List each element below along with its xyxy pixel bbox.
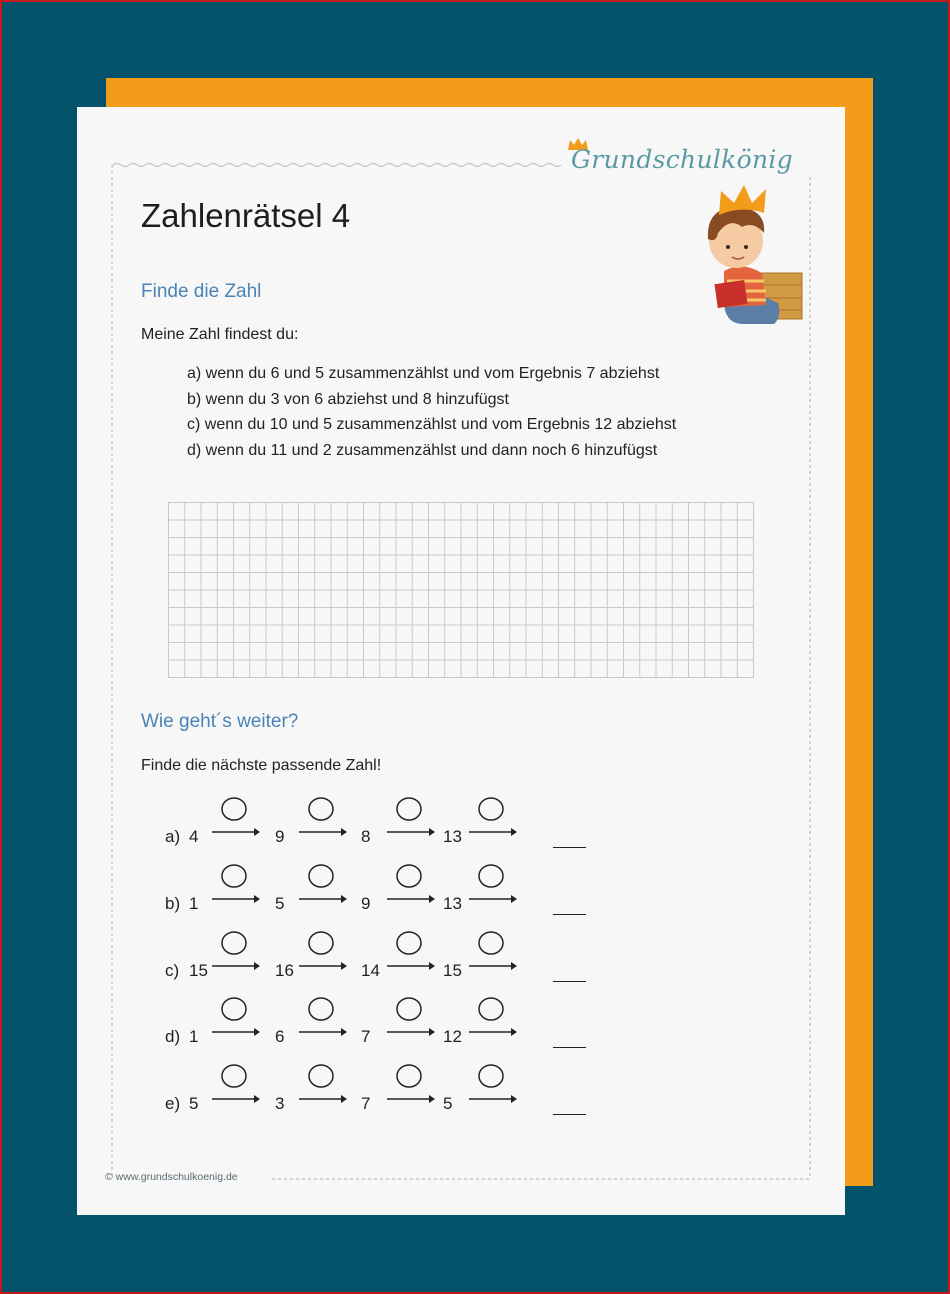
operation-circle-arrow-icon[interactable]: [467, 1064, 519, 1112]
sequence-label: b): [165, 894, 181, 913]
answer-blank[interactable]: [553, 1027, 586, 1048]
boy-reading-illustration: [694, 177, 809, 327]
sequence-number: 5: [275, 894, 285, 913]
answer-blank[interactable]: [553, 961, 586, 982]
answer-blank[interactable]: [553, 894, 586, 915]
sequence-number: 7: [361, 1094, 371, 1113]
sequence-label: e): [165, 1094, 181, 1113]
sequence-number: 6: [275, 1027, 285, 1046]
operation-circle-arrow-icon[interactable]: [210, 1064, 262, 1112]
sequence-number: 13: [443, 894, 462, 913]
answer-blank[interactable]: [553, 1094, 586, 1115]
operation-circle-arrow-icon[interactable]: [297, 1064, 349, 1112]
sequence-number: 5: [189, 1094, 199, 1113]
operation-circle-arrow-icon[interactable]: [297, 864, 349, 912]
sequence-number: 13: [443, 827, 462, 846]
sequence-number: 9: [275, 827, 285, 846]
sequence-row: [77, 1064, 845, 1124]
section-intro-continue: Finde die nächste passende Zahl!: [141, 757, 382, 774]
operation-circle-arrow-icon[interactable]: [210, 931, 262, 979]
operation-circle-arrow-icon[interactable]: [385, 931, 437, 979]
operation-circle-arrow-icon[interactable]: [297, 797, 349, 845]
sequence-number: 7: [361, 1027, 371, 1046]
operation-circle-arrow-icon[interactable]: [467, 864, 519, 912]
operation-circle-arrow-icon[interactable]: [297, 931, 349, 979]
operation-circle-arrow-icon[interactable]: [210, 997, 262, 1045]
sequence-label: d): [165, 1027, 181, 1046]
riddle-item-d: d) wenn du 11 und 2 zusammenzählst und dann noch 6 hinzufügst: [187, 441, 658, 459]
sequence-number: 3: [275, 1094, 285, 1113]
sequence-number: 1: [189, 894, 199, 913]
sequence-number: 5: [443, 1094, 453, 1113]
section-heading-continue: Wie geht´s weiter?: [141, 711, 299, 732]
operation-circle-arrow-icon[interactable]: [467, 931, 519, 979]
operation-circle-arrow-icon[interactable]: [385, 997, 437, 1045]
answer-blank[interactable]: [553, 827, 586, 848]
sequence-number: 9: [361, 894, 371, 913]
sequence-label: a): [165, 827, 181, 846]
footer-copyright: © www.grundschulkoenig.de: [105, 1171, 238, 1183]
sequence-number: 1: [189, 1027, 199, 1046]
operation-circle-arrow-icon[interactable]: [297, 997, 349, 1045]
operation-circle-arrow-icon[interactable]: [467, 797, 519, 845]
sequence-number: 8: [361, 827, 371, 846]
sequence-number: 14: [361, 961, 380, 980]
sequence-number: 16: [275, 961, 294, 980]
riddle-list: [187, 361, 676, 463]
worksheet-page: [77, 107, 845, 1215]
sequence-number: 15: [443, 961, 462, 980]
operation-circle-arrow-icon[interactable]: [467, 997, 519, 1045]
sequence-row: [77, 931, 845, 991]
page-title: Zahlenrätsel 4: [141, 197, 351, 234]
riddle-item-c: c) wenn du 10 und 5 zusammenzählst und vom Ergebnis 12 abziehst: [187, 416, 677, 433]
operation-circle-arrow-icon[interactable]: [385, 797, 437, 845]
operation-circle-arrow-icon[interactable]: [210, 797, 262, 845]
section-intro-find-number: Meine Zahl findest du:: [141, 326, 299, 343]
sequence-row: [77, 864, 845, 924]
sequence-number: 4: [189, 827, 199, 846]
sequence-row: [77, 997, 845, 1057]
answer-grid[interactable]: [168, 502, 754, 678]
sequence-number: 12: [443, 1027, 462, 1046]
sequence-number: 15: [189, 961, 208, 980]
operation-circle-arrow-icon[interactable]: [210, 864, 262, 912]
riddle-item-a: a) wenn du 6 und 5 zusammenzählst und vom Ergebnis 7 abziehst: [187, 365, 660, 382]
sequence-label: c): [165, 961, 180, 980]
operation-circle-arrow-icon[interactable]: [385, 1064, 437, 1112]
operation-circle-arrow-icon[interactable]: [385, 864, 437, 912]
sequence-row: [77, 797, 845, 857]
section-heading-find-number: Finde die Zahl: [141, 281, 262, 302]
riddle-item-b: b) wenn du 3 von 6 abziehst und 8 hinzufügst: [187, 390, 509, 408]
brand-logo: Grundschulkönig: [571, 145, 793, 174]
